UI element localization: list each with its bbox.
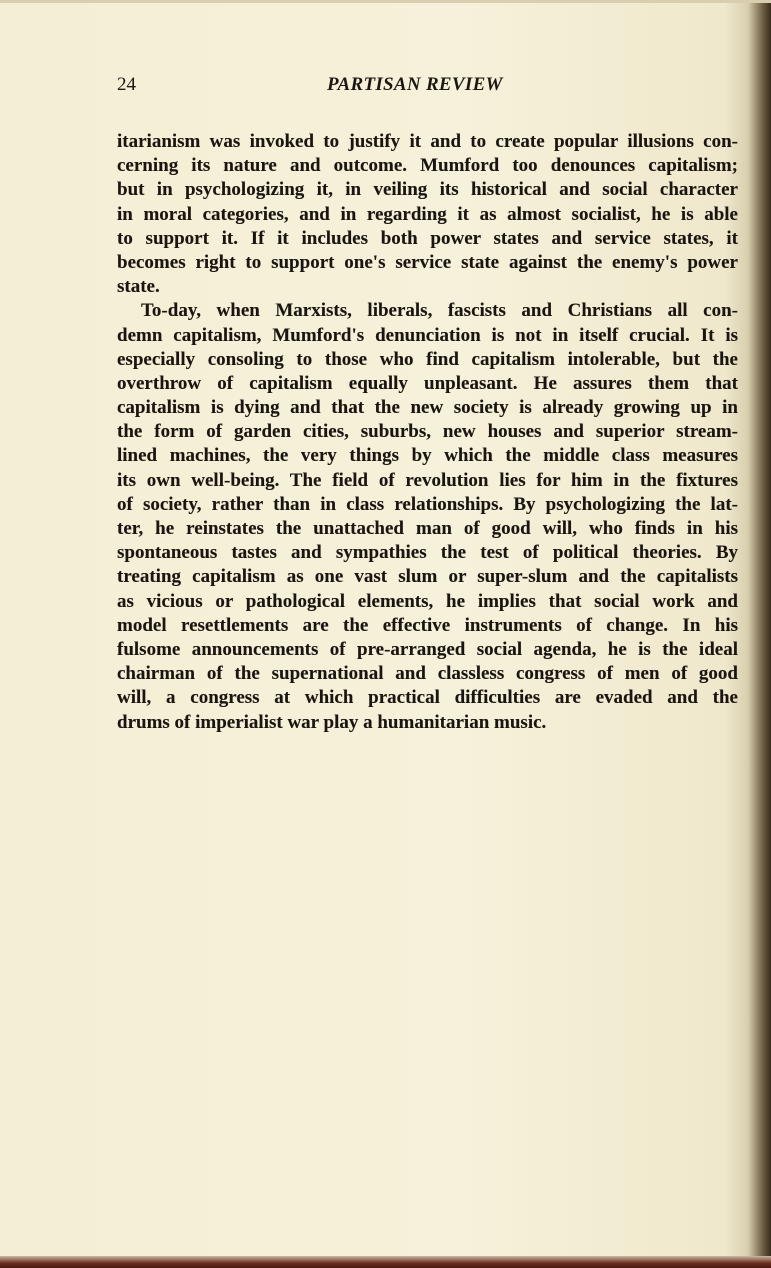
- page-number: 24: [117, 74, 136, 95]
- text-line: demn capitalism, Mumford's denunciation is not in itself crucial. It is: [117, 324, 738, 346]
- text-line: lined machines, the very things by which the middle class measures: [117, 445, 738, 467]
- text-line: will, a congress at which practical difficulties are evaded and the: [117, 687, 738, 709]
- text-line: overthrow of capitalism equally unpleasant. He assures them that: [117, 372, 738, 394]
- text-line: model resettlements are the effective instruments of change. In his: [117, 614, 738, 636]
- text-line: to support it. If it includes both power states and service states, it: [117, 227, 738, 249]
- text-line: in moral categories, and in regarding it as almost socialist, he is able: [117, 203, 738, 225]
- page-top-edge: [0, 0, 771, 3]
- text-line: chairman of the supernational and classless congress of men of good: [117, 663, 738, 685]
- text-line: ter, he reinstates the unattached man of good will, who finds in his: [117, 518, 738, 539]
- page-bottom-edge: [0, 1256, 771, 1268]
- text-line: as vicious or pathological elements, he implies that social work and: [117, 590, 738, 612]
- text-line: fulsome announcements of pre-arranged social agenda, he is the ideal: [117, 638, 738, 660]
- text-line: spontaneous tastes and sympathies the test of political theories. By: [117, 542, 738, 564]
- text-line: cerning its nature and outcome. Mumford too denounces capitalism;: [117, 155, 738, 177]
- paragraph-1: [117, 130, 738, 299]
- running-title: PARTISAN REVIEW: [327, 74, 503, 95]
- text-line: capitalism is dying and that the new society is already growing up in: [117, 397, 738, 419]
- text-line: state.: [117, 276, 160, 298]
- text-line: the form of garden cities, suburbs, new houses and superior stream-: [117, 421, 738, 443]
- text-line: becomes right to support one's service state against the enemy's power: [117, 251, 738, 273]
- paragraph-2: [117, 299, 738, 734]
- text-line: especially consoling to those who find capitalism intolerable, but the: [117, 348, 738, 370]
- text-line: its own well-being. The field of revolution lies for him in the fixtures: [117, 469, 738, 491]
- body-text: [117, 130, 738, 735]
- text-line: itarianism was invoked to justify it and to create popular illusions con-: [117, 131, 738, 152]
- text-line: To-day, when Marxists, liberals, fascists and Christians all con-: [141, 300, 738, 322]
- text-line: of society, rather than in class relationships. By psychologizing the lat-: [117, 493, 738, 515]
- text-line: drums of imperialist war play a humanitarian music.: [117, 711, 547, 733]
- page-header: [117, 74, 738, 100]
- text-line: treating capitalism as one vast slum or super-slum and the capitalists: [117, 566, 738, 588]
- text-line: but in psychologizing it, in veiling its historical and social character: [117, 179, 738, 201]
